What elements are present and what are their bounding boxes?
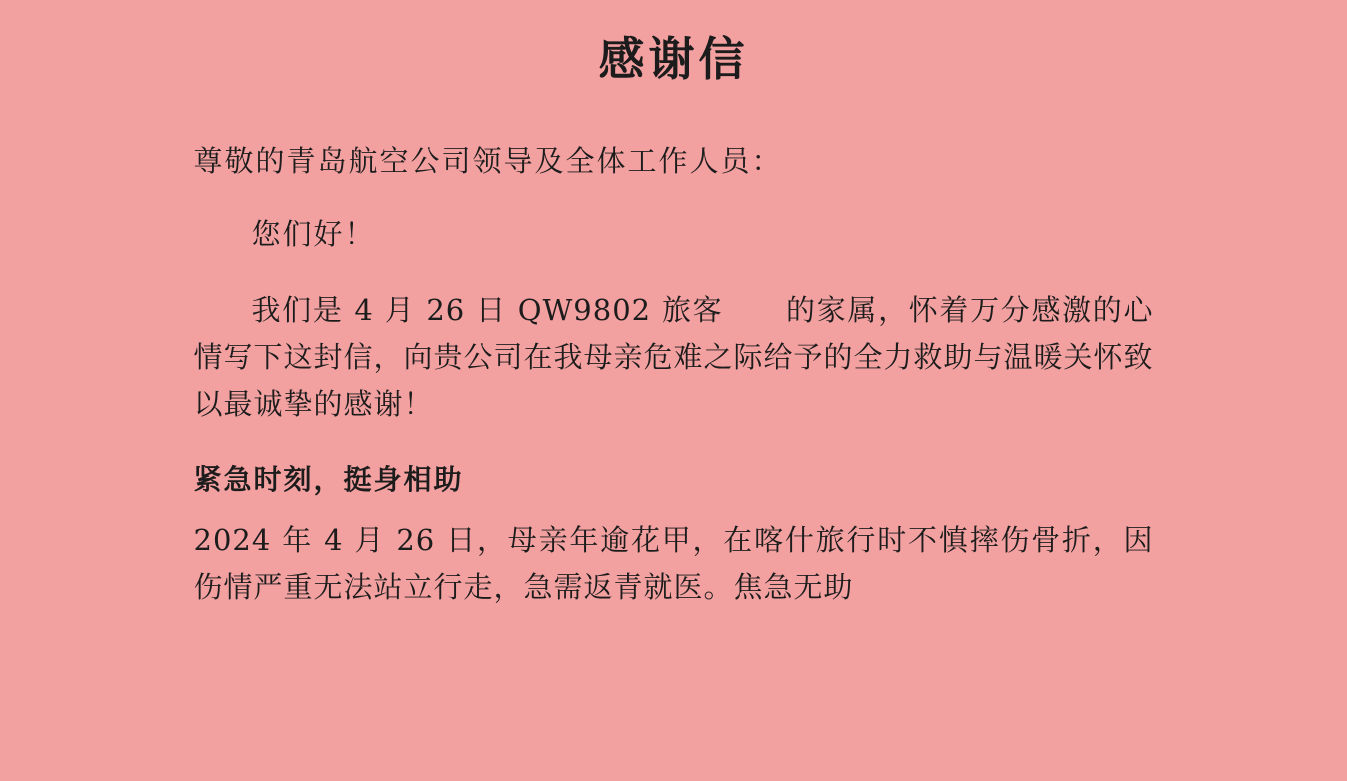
- opening-paragraph: [194, 287, 1154, 428]
- redacted-name-block: [723, 300, 785, 320]
- section-paragraph-emergency-assistance: 2024 年 4 月 26 日，母亲年逾花甲，在喀什旅行时不慎摔伤骨折，因伤情严重无法站立行走，急需返青就医。焦急无助: [193, 522, 1154, 604]
- document-body: [194, 90, 1154, 611]
- section-heading-emergency-assistance: 紧急时刻，挺身相助: [193, 462, 464, 496]
- greeting-line: 您们好！: [251, 217, 376, 252]
- paragraph-text-before-redaction: 我们是 4 月 26 日 QW9802 旅客: [251, 292, 724, 327]
- paragraph-text-after-redaction: 的家属，怀着万分感激的心情写下这封信，向贵公司在我母亲危难之际给予的全力救助与温暖关怀致以最诚挚的感谢！: [193, 292, 1154, 421]
- salutation-line: 尊敬的青岛航空公司领导及全体工作人员：: [193, 143, 783, 178]
- page-title: 感谢信: [598, 32, 749, 86]
- document-page: [0, 30, 1347, 781]
